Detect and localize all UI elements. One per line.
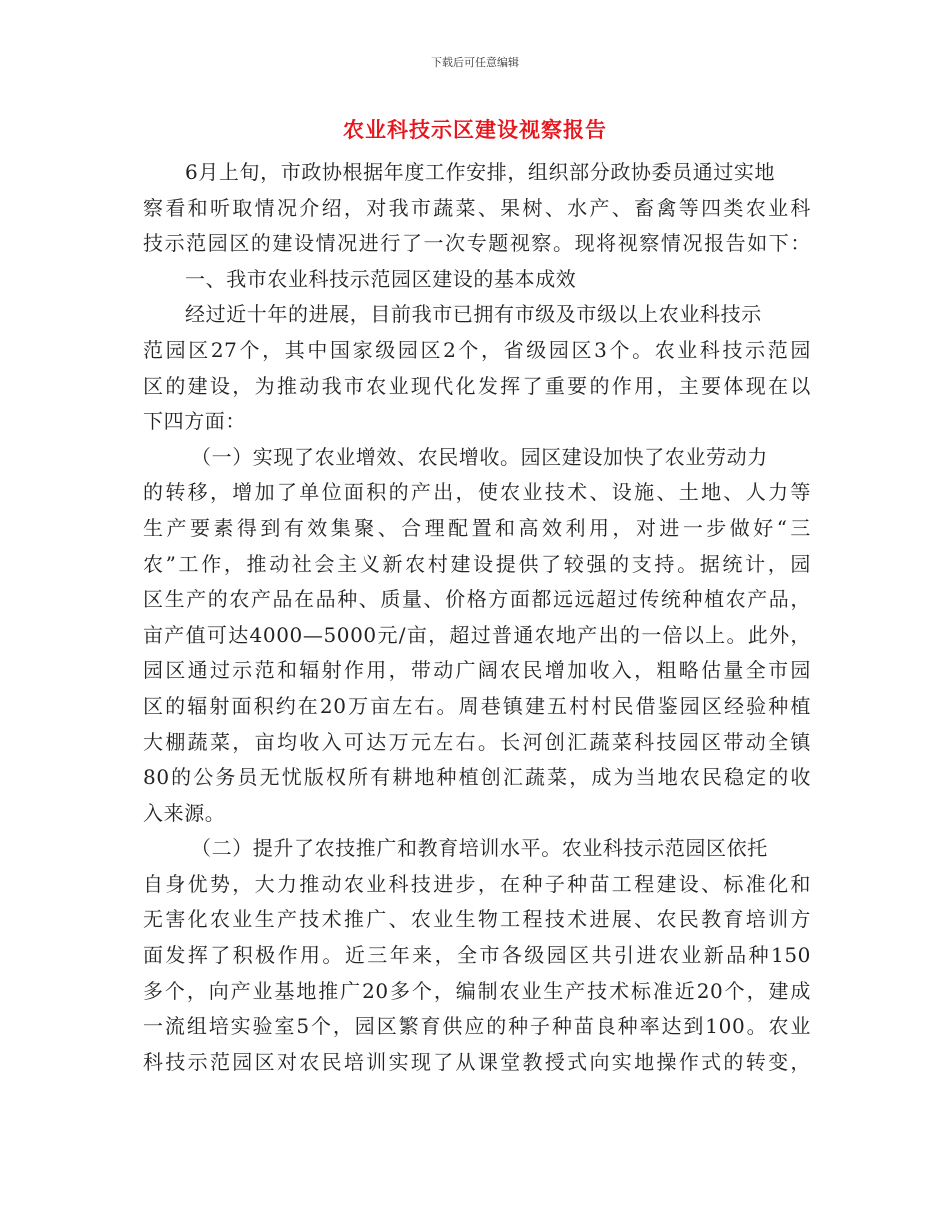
paragraph-line: 6月上旬，市政协根据年度工作安排，组织部分政协委员通过实地	[185, 160, 776, 184]
paragraph-line: 一流组培实验室5个，园区繁育供应的种子种苗良种率达到100。农业	[143, 1014, 811, 1039]
paragraph-line: 区的辐射面积约在20万亩左右。周巷镇建五村村民借鉴园区经验种植	[143, 693, 811, 718]
document-body	[143, 155, 811, 1080]
paragraph-line: 自身优势，大力推动农业科技进步，在种子种苗工程建设、标准化和	[143, 871, 811, 896]
paragraph-line: 无害化农业生产技术推广、农业生物工程技术进展、农民教育培训方	[143, 907, 811, 932]
paragraph-line: 技示范园区的建设情况进行了一次专题视察。现将视察情况报告如下：	[143, 231, 811, 256]
subsection-line: （二）提升了农技推广和教育培训水平。农业科技示范园区依托	[191, 836, 768, 861]
paragraph-line: 多个，向产业基地推广20多个，编制农业生产技术标准近20个，建成	[143, 978, 811, 1003]
paragraph-line: 科技示范园区对农民培训实现了从课堂教授式向实地操作式的转变，	[143, 1049, 811, 1074]
paragraph-line: 下四方面：	[143, 409, 246, 434]
paragraph-line: 区生产的农产品在品种、质量、价格方面都远远超过传统种植农产品，	[143, 587, 811, 612]
page-header-note: 下载后可任意编辑	[431, 56, 519, 69]
paragraph-line: 范园区27个，其中国家级园区2个，省级园区3个。农业科技示范园	[143, 337, 811, 362]
paragraph-line: 察看和听取情况介绍，对我市蔬菜、果树、水产、畜禽等四类农业科	[143, 195, 811, 220]
paragraph-line: 大棚蔬菜，亩均收入可达万元左右。长河创汇蔬菜科技园区带动全镇	[143, 729, 811, 754]
paragraph-line: 入来源。	[143, 800, 226, 825]
document-title: 农业科技示区建设视察报告	[343, 118, 607, 142]
paragraph-line: 农”工作，推动社会主义新农村建设提供了较强的支持。据统计，园	[143, 551, 811, 576]
paragraph-line: 亩产值可达4000—5000元/亩，超过普通农地产出的一倍以上。此外，	[143, 622, 811, 647]
paragraph-line: 的转移，增加了单位面积的产出，使农业技术、设施、土地、人力等	[143, 480, 811, 505]
paragraph-line: 经过近十年的进展，目前我市已拥有市级及市级以上农业科技示	[185, 302, 762, 327]
paragraph-line: 面发挥了积极作用。近三年来，全市各级园区共引进农业新品种150	[143, 943, 811, 968]
subsection-line: （一）实现了农业增效、农民增收。园区建设加快了农业劳动力	[191, 444, 768, 469]
paragraph-line: 生产要素得到有效集聚、合理配置和高效利用，对进一步做好“三	[143, 515, 811, 540]
paragraph-line: 区的建设，为推动我市农业现代化发挥了重要的作用，主要体现在以	[143, 373, 811, 398]
paragraph-line: 园区通过示范和辐射作用，带动广阔农民增加收入，粗略估量全市园	[143, 658, 811, 683]
section-heading: 一、我市农业科技示范园区建设的基本成效	[185, 266, 577, 291]
paragraph-line: 80的公务员无忧版权所有耕地种植创汇蔬菜，成为当地农民稳定的收	[143, 765, 811, 790]
